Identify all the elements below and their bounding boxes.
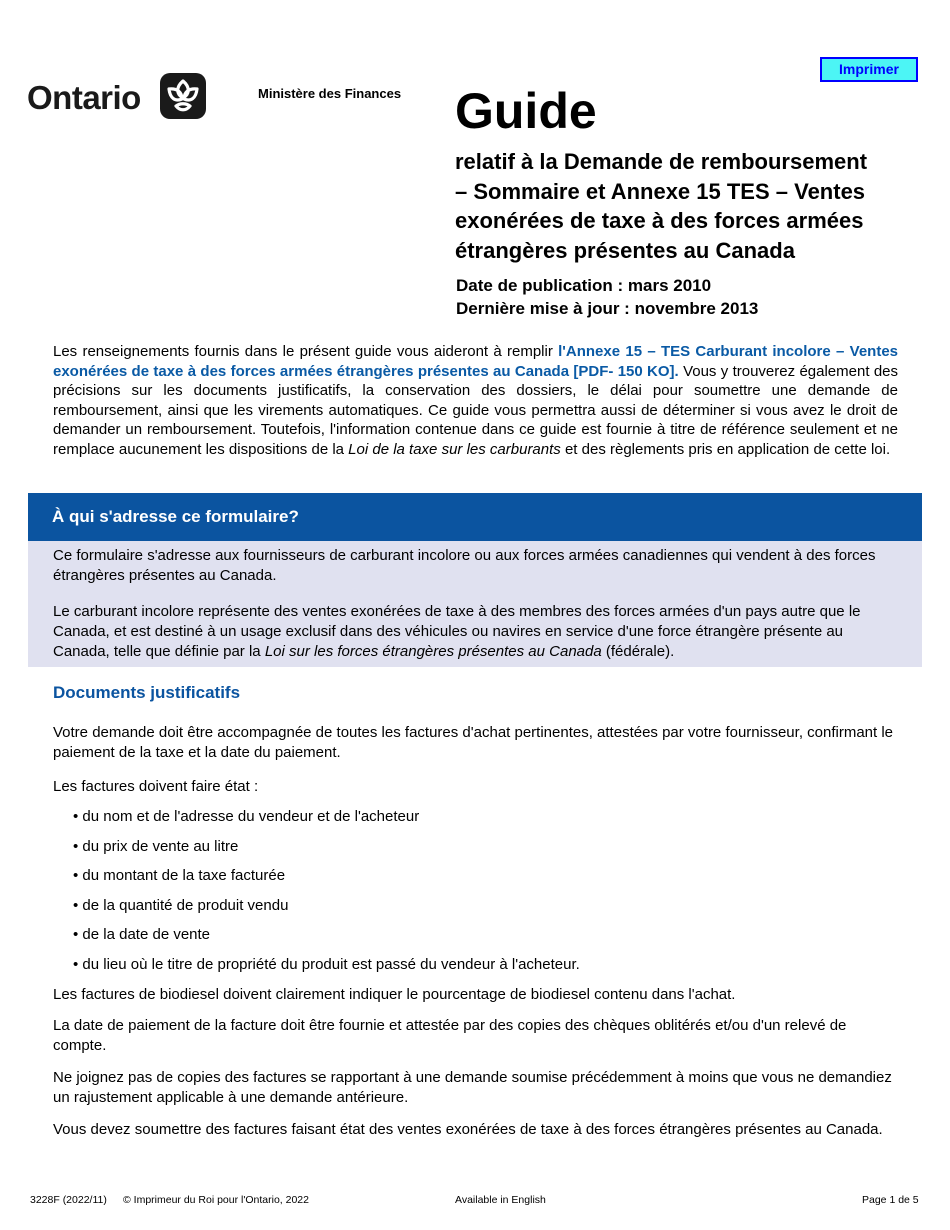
last-update-date: Dernière mise à jour : novembre 2013 [456, 299, 759, 318]
section-heading-documents: Documents justificatifs [53, 683, 241, 702]
law-title: Loi sur les forces étrangères présentes au Canada [264, 643, 602, 660]
list-item: • du prix de vente au litre [73, 838, 239, 855]
intro-text: Vous y trouverez également des précisions sur les documents justificatifs, la conservation des dossiers, le délai pour soumettre une demande de remboursement, ainsi que les virements automatiques. Ce guide vous permettra aussi de déterminer si vous avez le droit de demander un remboursement. Toutefois, l'information contenue dans ce guide est fournie à titre de référence seulement et ne remplace aucunement les dispositions de la [53, 362, 899, 458]
publication-date: Date de publication : mars 2010 [456, 276, 712, 295]
docs-paragraph-6: Vous devez soumettre des factures faisant état des ventes exonérées de taxe à des forces étrangères présentes au Canada. [53, 1121, 883, 1138]
docs-paragraph-1: Votre demande doit être accompagnée de toutes les factures d'achat pertinentes, attestées par votre fournisseur, confirmant le paiement de la taxe et la date du paiement. [53, 724, 894, 761]
list-item: • du montant de la taxe facturée [73, 867, 286, 884]
list-item: • de la quantité de produit vendu [73, 897, 289, 914]
list-item: • du nom et de l'adresse du vendeur et de l'acheteur [73, 808, 420, 825]
docs-paragraph-2: Les factures doivent faire état : [53, 778, 259, 795]
intro-text: et des règlements pris en application de cette loi. [560, 440, 891, 458]
page-title: Guide [455, 83, 597, 139]
subtitle-line: – Sommaire et Annexe 15 TES – Ventes [455, 178, 866, 204]
section-heading-who: À qui s'adresse ce formulaire? [28, 493, 922, 541]
subtitle-line: étrangères présentes au Canada [455, 237, 795, 263]
form-number: 3228F (2022/11) [30, 1194, 107, 1206]
page-number: Page 1 de 5 [862, 1194, 919, 1206]
print-button[interactable]: Imprimer [820, 57, 918, 82]
copyright: © Imprimeur du Roi pour l'Ontario, 2022 [123, 1194, 309, 1206]
ontario-logo-text: Ontario [27, 79, 141, 116]
ontario-trillium-icon [160, 73, 206, 119]
who-text: Le carburant incolore représente des ventes exonérées de taxe à des membres des forces armées d'un pays autre que le Canada, et est destiné à un usage exclusif dans des véhicules ou navires en service d'une force étrangère présente au Canada, telle que définie par la [53, 603, 861, 660]
who-paragraph-1: Ce formulaire s'adresse aux fournisseurs de carburant incolore ou aux forces armées canadiennes qui vendent à des forces étrangères présentes au Canada. [53, 547, 876, 584]
schedule-15-pdf-link[interactable]: l'Annexe 15 – TES Carburant incolore – Ventes exonérées de taxe à des forces armées étrangères présentes au Canada [PDF- 150 KO]. [53, 343, 899, 380]
docs-paragraph-4: La date de paiement de la facture doit être fournie et attestée par des copies des chèques oblitérés et/ou d'un relevé de compte. [53, 1017, 847, 1054]
list-item: • de la date de vente [73, 926, 211, 943]
list-item: • du lieu où le titre de propriété du produit est passé du vendeur à l'acheteur. [73, 956, 580, 973]
subtitle-line: relatif à la Demande de remboursement [455, 149, 868, 174]
intro-text: Les renseignements fournis dans le présent guide vous aideront à remplir [53, 343, 559, 360]
docs-paragraph-5: Ne joignez pas de copies des factures se rapportant à une demande soumise précédemment à moins que vous ne demandiez un rajustement applicable à une demande antérieure. [53, 1069, 892, 1106]
law-title: Loi de la taxe sur les carburants [348, 440, 561, 458]
language-availability: Available in English [455, 1194, 546, 1206]
intro-paragraph [53, 342, 898, 460]
subtitle-line: exonérées de taxe à des forces armées [455, 208, 864, 233]
who-paragraph-2 [53, 602, 903, 662]
docs-paragraph-3: Les factures de biodiesel doivent clairement indiquer le pourcentage de biodiesel contenu dans l'achat. [53, 986, 736, 1003]
who-text: (fédérale). [601, 643, 675, 660]
ministry-name: Ministère des Finances [258, 86, 402, 101]
page-subtitle [455, 147, 930, 265]
